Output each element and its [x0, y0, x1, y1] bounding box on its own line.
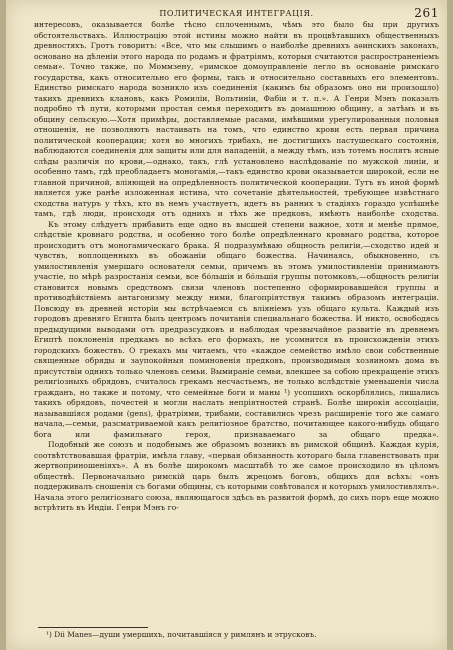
book-page [6, 0, 447, 650]
footnote: ¹) Dii Manes—души умершихъ, почитавшіяся у римлянъ и этрусковъ. [46, 630, 317, 639]
body-text [34, 20, 439, 514]
paragraph: Къ этому слѣдуетъ прибавить еще одно въ высшей степени важное, хотя и менѣе прямое, слѣдствіе кровнаго родства, и особенно того болѣе опредѣленнаго кровнаго родства, которое происходитъ отъ моногамическаго брака. Я подразумѣваю общность религіи,—сходство идей и чувствъ, воплощенныхъ въ обожаніи общаго божества. Начинаясь, обыкновенно, съ умилостивленія умершаго основателя семьи, причемъ въ этомъ умилостивленіи принимаютъ участіе, по мѣрѣ разростанія семьи, все бóльшія и бóльшія группы потомковъ,—общность религіи становится новымъ средствомъ связи членовъ постепенно сформировавшейся группы и противодѣйствіемъ антагонизму между ними, благопріятствуя такимъ образомъ интеграціи. Повсюду въ древней исторіи мы встрѣчаемся съ вліяніемъ узъ общаго культа. Каждый изъ городовъ древняго Египта былъ центромъ почитанія специальнаго божества. И никто, освободясь предыдущими выводами отъ предразсудковъ и наблюдая чрезвычайное развитіе въ древнемъ Египтѣ поклоненія предкамъ во всѣхъ его формахъ, не усомнится въ происхожденіи этихъ городскихъ божествъ. О грекахъ мы читаемъ, что «каждое семейство имѣло свои собственные священные обряды и заупокойныя поминовенія предковъ, производимыя хозяиномъ дома въ присутствіи однихъ только членовъ семьи. Вымираніе семьи, влекшее за собою прекращеніе этихъ религіозныхъ обрядовъ, считалось грекамъ несчастьемъ, не только вслѣдствіе уменьшенія числа гражданъ, но также и потому, что семейные боги и маны ¹) усопшихъ оскорблялись, лишались такихъ обрядовъ, почестей и могли наслать непріятностей странѣ. Болѣе широкія ассоціаціи, называвшіяся родами (gens), фратріями, трибами, составились чрезъ расширеніе того же самаго начала,—семьи, разсматриваемой какъ религіозное братство, почитающее какого-нибудь общаго бога или фамильнаго героя, признаваемаго за общаго предка». [34, 219, 439, 439]
paragraph: интересовъ, оказывается болѣе тѣсно сплоченнымъ, чѣмъ это было бы при другихъ обстоятельствахъ. Иллюстрацію этой истины можно найти въ процвѣтавшихъ общественныхъ древностяхъ. Гротъ говоритъ: «Все, что мы слышимъ о наиболѣе древнихъ аѳинскихъ законахъ, основано на дѣленіи этого народа по родамъ и фратріямъ, которыя считаются распространеніемъ семьи». Точно также, по Моммзену, «римское домоуправленіе легло въ основаніе римскаго государства, какъ относительно его формы, такъ и относительно составныхъ его элементовъ. Единство римскаго народа возникло изъ соединенія (какимъ бы образомъ оно ни произошло) такихъ древнихъ клановъ, какъ Ромиліи, Вольтиніи, Фабіи и т. п.». А Генри Мэнъ показалъ подробно тѣ пути, которыми простая семья переходитъ въ домашнюю общину, а затѣмъ и въ общину сельскую.—Хотя примѣры, доставляемые расами, имѣвшими урегулированныя половыя отношенія, не позволяютъ настаивать на томъ, что единство крови есть первая причина политической кооперации; хотя во многихъ трибахъ, не достигшихъ пастушескаго состоянія, наблюдаются соединенія для защиты или для нападеній, а между тѣмъ, изъ тотемъ нослятъ ясные слѣды различія по крови,—однако, такъ, глѣ установлено наслѣдованіе по мужской линіи, и особенно тамъ, гдѣ преобладаетъ моногамія,—такъ единство крови оказывается широкой, если не главной причиной, вліяющей на опредѣленность политической кооперации. Тутъ въ иной формѣ является уже ранѣе изложенная истина, что сочетаніе дѣятельностей, требующее извѣстнаго сходства натуръ у тѣхъ, кто въ немъ участвуетъ, идетъ въ ранних ъ стадіяхъ гораздо успѣшнѣе тамъ, гдѣ люди, происходя отъ однихъ и тѣхъ же предковъ, имѣютъ наиболѣе сходства. [34, 20, 439, 218]
page-number: 261 [414, 6, 439, 20]
footnote-divider [38, 627, 148, 628]
running-header [34, 6, 439, 20]
running-title: ПОЛИТИЧЕСКАЯ ИНТЕГРАЦІЯ. [159, 9, 314, 18]
paragraph: Подобный же союзъ и подобнымъ же образомъ возникъ въ римской общинѣ. Каждая курія, соотвѣтствовавшая фратріи, имѣла главу, «первая обязанность котораго была главенствовать при жертвоприношеніяхъ». А въ болѣе широкомъ масштабѣ то же самое происходило въ цѣломъ обществѣ. Первоначально римскій царь былъ жрецомъ боговъ, общихъ для всѣхъ: «онъ поддерживалъ сношенія съ богами общины, съ которыми совѣтовался и которыхъ умилостивлялъ». Начала этого религіознаго союза, являющагося здѣсь въ развитой формѣ, до сихъ поръ еще можно встрѣтить въ Индіи. Генри Мэнъ го- [34, 440, 439, 512]
